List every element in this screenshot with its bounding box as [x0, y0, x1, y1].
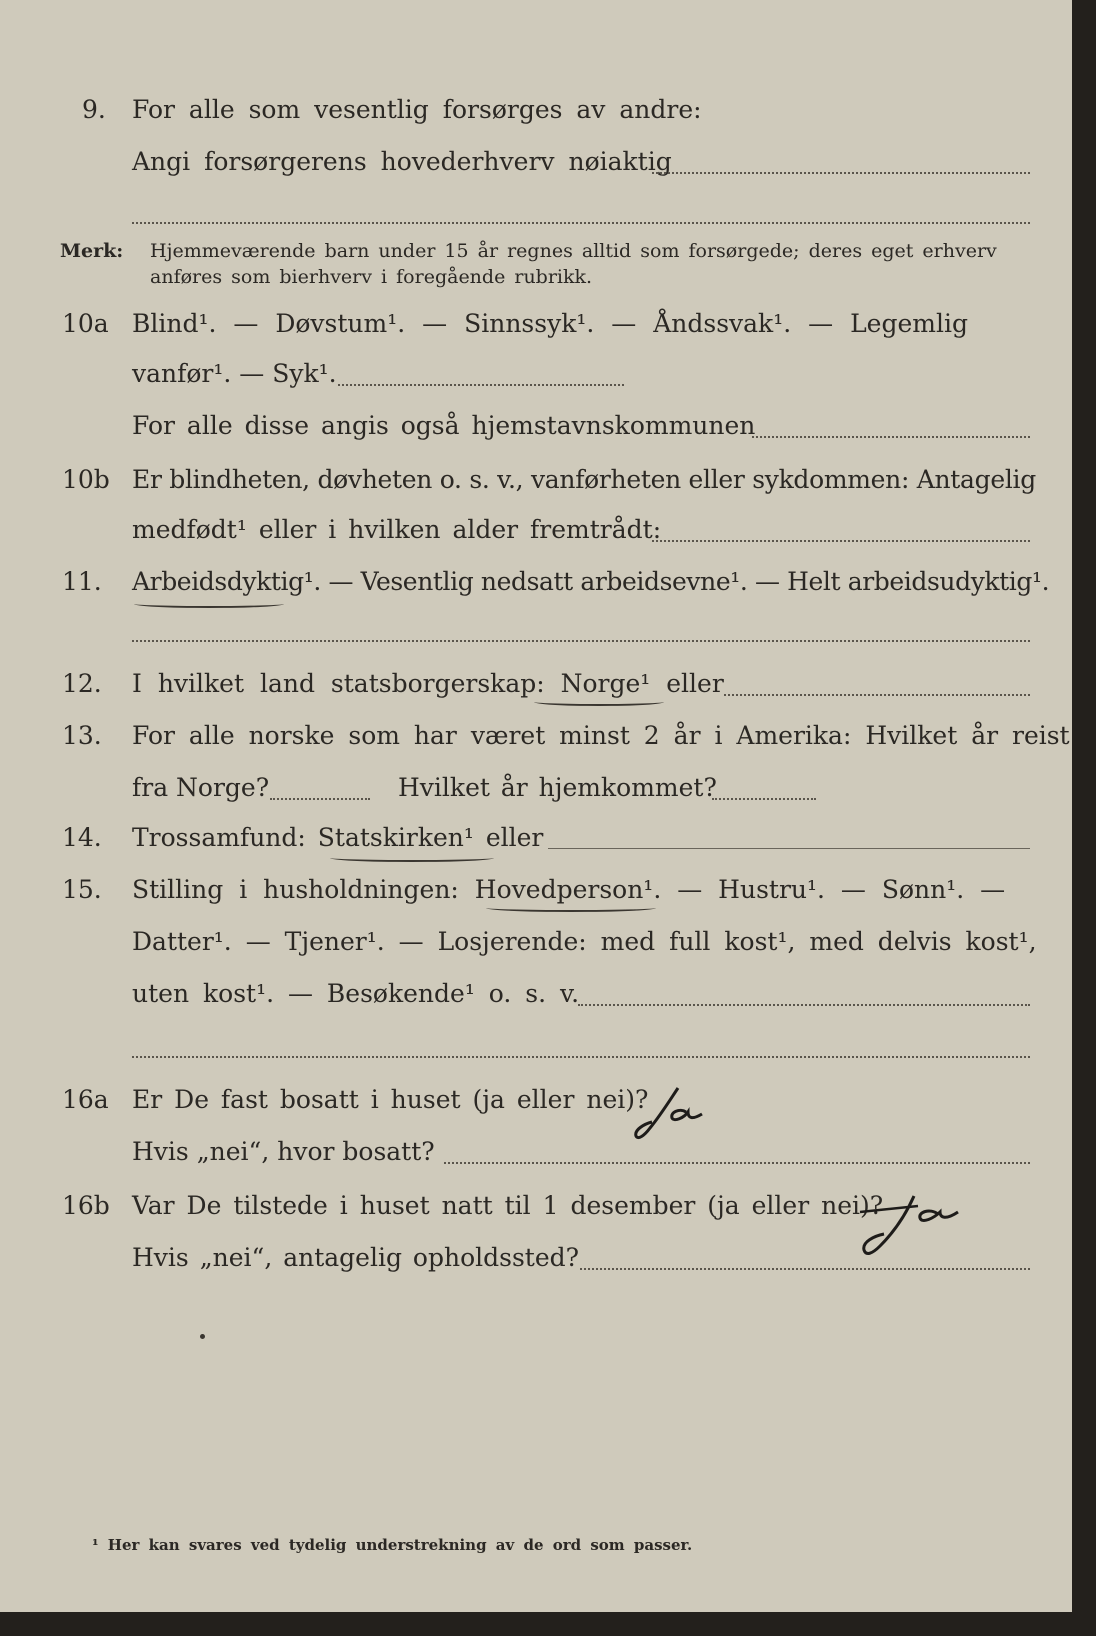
q9-line2: Angi forsørgerens hovederhverv nøiaktig	[132, 147, 672, 176]
q11-number: 11.	[62, 567, 102, 596]
q12-line1: I hvilket land statsborgerskap: Norge¹ eller	[132, 669, 724, 698]
q9-answer-line-2	[132, 222, 1030, 224]
q15-answer-line-2	[132, 1056, 1030, 1058]
q15-answer-line	[578, 1004, 1030, 1006]
q15-line3: uten kost¹. — Besøkende¹ o. s. v.	[132, 979, 580, 1008]
q16a-number: 16a	[62, 1085, 109, 1114]
q10a-number: 10a	[62, 309, 109, 338]
q15-line1: Stilling i husholdningen: Hovedperson¹. — Hustru¹. — Sønn¹. —	[132, 875, 1006, 904]
q13-line1: For alle norske som har været minst 2 år i Amerika: Hvilket år reist	[132, 721, 1070, 750]
scan-border-right	[1072, 0, 1096, 1636]
q16a-line1: Er De fast bosatt i huset (ja eller nei)?	[132, 1085, 649, 1114]
arbeidsdyktig-underline	[134, 600, 284, 608]
q13-line2b: Hvilket år hjemkommet?	[398, 773, 717, 802]
merk-label: Merk:	[60, 240, 124, 262]
q10a-line2: vanfør¹. — Syk¹.	[132, 359, 337, 388]
q12-answer-line	[724, 694, 1030, 696]
scan-border-bottom	[0, 1612, 1096, 1636]
q16b-line1: Var De tilstede i huset natt til 1 desember (ja eller nei)?	[132, 1191, 884, 1220]
q10a-line1: Blind¹. — Døvstum¹. — Sinnssyk¹. — Åndssvak¹. — Legemlig	[132, 309, 968, 338]
q15-number: 15.	[62, 875, 102, 904]
q16a-bosatt-line	[444, 1162, 1030, 1164]
statskirken-underline	[330, 854, 494, 862]
q16a-line2: Hvis „nei“, hvor bosatt?	[132, 1137, 435, 1166]
q13-hjemkommet-line	[712, 798, 816, 800]
q10a-line3: For alle disse angis også hjemstavnskommunen	[132, 411, 756, 440]
q13-reist-line	[270, 798, 370, 800]
q9-number: 9.	[82, 95, 106, 124]
q14-answer-line	[548, 848, 1030, 849]
q13-number: 13.	[62, 721, 102, 750]
merk-line1: Hjemmeværende barn under 15 år regnes alltid som forsørgede; deres eget erhverv	[150, 240, 997, 262]
q11-line1: Arbeidsdyktig¹. — Vesentlig nedsatt arbeidsevne¹. — Helt arbeidsudyktig¹.	[132, 567, 1050, 596]
norge-underline	[534, 698, 664, 706]
q10b-line2: medfødt¹ eller i hvilken alder fremtrådt:	[132, 515, 662, 544]
q12-number: 12.	[62, 669, 102, 698]
q9-answer-line	[652, 172, 1030, 174]
q10a-syk-line	[338, 384, 624, 386]
footnote: ¹ Her kan svares ved tydelig understrekning av de ord som passer.	[92, 1536, 693, 1554]
q16b-handwritten-ja	[858, 1186, 988, 1266]
q16a-handwritten-ja	[630, 1078, 740, 1148]
q10b-line1: Er blindheten, døvheten o. s. v., vanførheten eller sykdommen: Antagelig	[132, 465, 1036, 494]
hovedperson-underline	[486, 904, 656, 912]
q14-number: 14.	[62, 823, 102, 852]
q10b-answer-line	[652, 540, 1030, 542]
q14-line1: Trossamfund: Statskirken¹ eller	[132, 823, 544, 852]
q16b-line2: Hvis „nei“, antagelig opholdssted?	[132, 1243, 580, 1272]
q16b-number: 16b	[62, 1191, 110, 1220]
ink-dot	[200, 1334, 205, 1339]
q13-line2a: fra Norge?	[132, 773, 270, 802]
q10b-number: 10b	[62, 465, 110, 494]
merk-line2: anføres som bierhverv i foregående rubrikk.	[150, 266, 593, 288]
q15-line2: Datter¹. — Tjener¹. — Losjerende: med full kost¹, med delvis kost¹,	[132, 927, 1037, 956]
q16b-opholdssted-line	[580, 1268, 1030, 1270]
q9-line1: For alle som vesentlig forsørges av andre:	[132, 95, 702, 124]
q11-answer-line	[132, 640, 1030, 642]
q10a-hjemstavn-line	[752, 436, 1030, 438]
